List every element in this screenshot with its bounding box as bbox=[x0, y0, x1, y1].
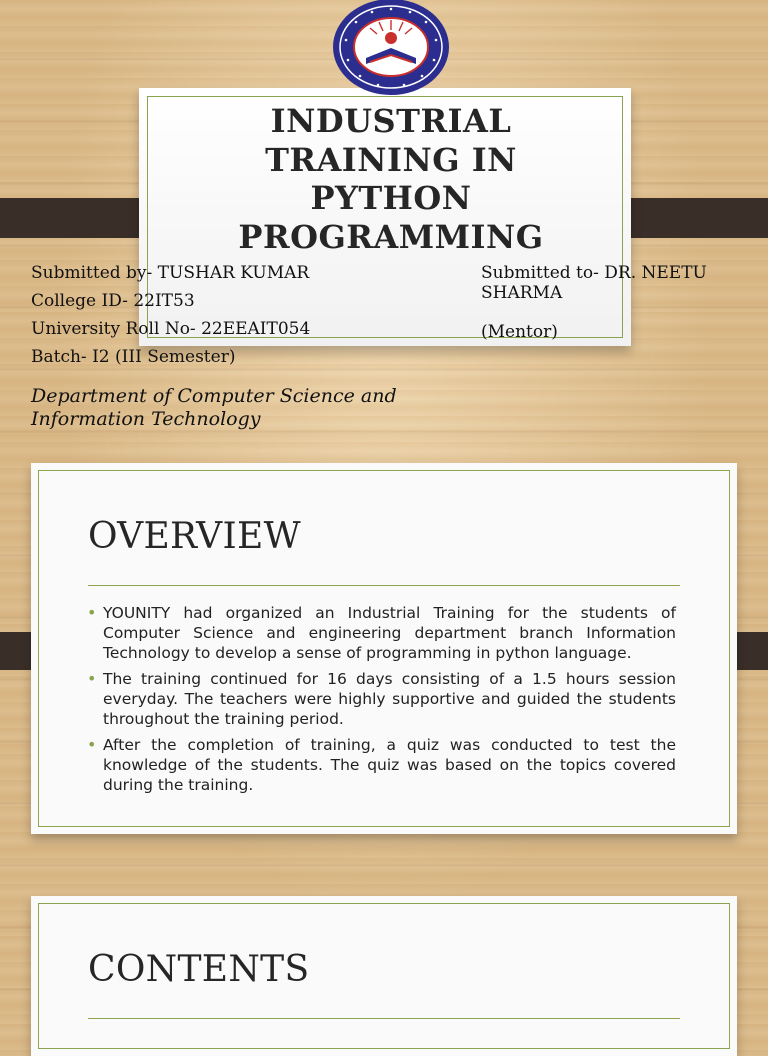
title-line-1: INDUSTRIAL bbox=[270, 102, 512, 140]
department-line-1: Department of Computer Science and bbox=[31, 385, 397, 407]
bullet-text: After the completion of training, a quiz was conducted to test the knowledge of the students. The quiz was based on the topics covered during the training. bbox=[103, 736, 676, 794]
list-item bbox=[87, 603, 676, 663]
overview-bullets bbox=[87, 603, 676, 801]
contents-heading: CONTENTS bbox=[88, 949, 310, 990]
overview-divider bbox=[88, 585, 680, 586]
bullet-text: YOUNITY had organized an Industrial Training for the students of Computer Science and engineering department branch Information Technology to develop a sense of programming in python language. bbox=[103, 604, 676, 662]
bullet-icon: • bbox=[87, 735, 97, 754]
submitted-to-line-2: SHARMA bbox=[481, 283, 563, 303]
college-id: College ID- 22IT53 bbox=[31, 291, 195, 311]
submitted-to-line-1: Submitted to- DR. NEETU bbox=[481, 263, 707, 283]
title-line-3: PYTHON bbox=[310, 179, 472, 217]
bullet-text: The training continued for 16 days consisting of a 1.5 hours session everyday. The teachers were highly supportive and guided the students throughout the training period. bbox=[103, 670, 676, 728]
bullet-icon: • bbox=[87, 669, 97, 688]
university-roll-no: University Roll No- 22EEAIT054 bbox=[31, 319, 311, 339]
mentor-label: (Mentor) bbox=[481, 322, 558, 342]
title-line-4: PROGRAMMING bbox=[238, 217, 544, 256]
presentation-title bbox=[0, 102, 768, 256]
contents-divider bbox=[88, 1018, 680, 1019]
department-line-2: Information Technology bbox=[31, 408, 261, 430]
department bbox=[31, 385, 397, 431]
college-seal-logo bbox=[332, 0, 450, 96]
batch: Batch- I2 (III Semester) bbox=[31, 347, 236, 367]
title-line-2: TRAINING IN bbox=[265, 140, 517, 179]
list-item bbox=[87, 735, 676, 795]
bullet-icon: • bbox=[87, 603, 97, 622]
overview-heading: OVERVIEW bbox=[88, 516, 301, 557]
submitted-by: Submitted by- TUSHAR KUMAR bbox=[31, 263, 310, 283]
list-item bbox=[87, 669, 676, 729]
